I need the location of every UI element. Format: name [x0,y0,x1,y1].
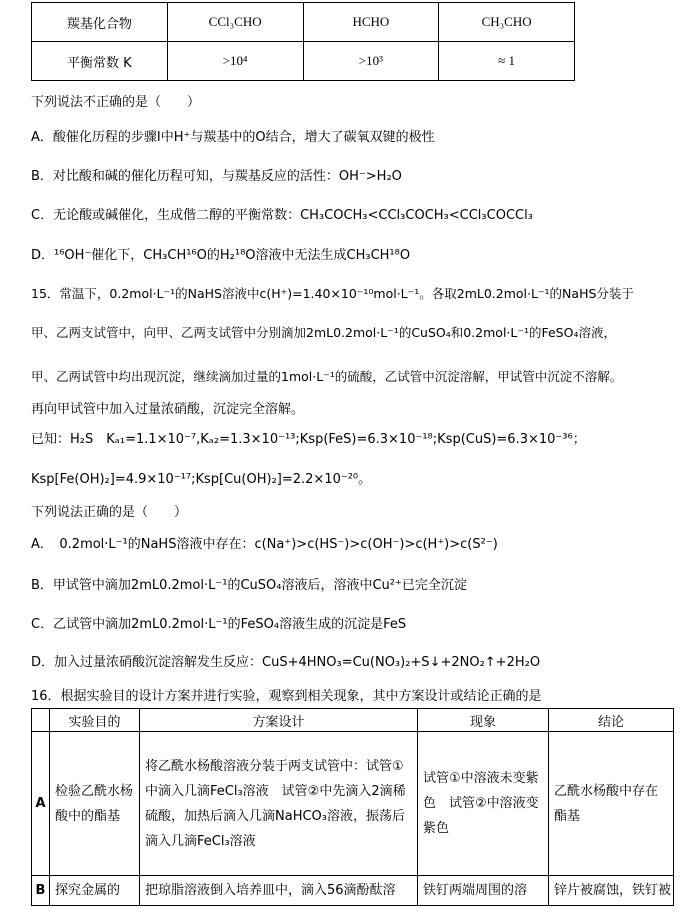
table-cell: 将乙酰水杨酸溶液分装于两支试管中：试管①中滴入几滴FeCl₃溶液 试管②中先滴入2滴稀硫酸，加热后滴入几滴NaHCO₃溶液，振荡后滴入几滴FeCl₃溶液 [140,732,418,876]
table-cell: >10⁴ [167,42,303,81]
q14-option-a: A．酸催化历程的步骤Ⅰ中H⁺与羰基中的O结合，增大了碳氧双键的极性 [31,130,435,145]
equilibrium-constant-table [31,2,575,81]
q15-known-line2: Ksp[Fe(OH)₂]=4.9×10⁻¹⁷;Ksp[Cu(OH)₂]=2.2×10⁻²⁰。 [31,472,372,487]
table-cell: A [32,732,50,876]
table-row [32,876,674,906]
table-header-cell: 实验目的 [50,709,140,732]
q15-stem-line2: 甲、乙两支试管中，向甲、乙两支试管中分别滴加2mL0.2mol·L⁻¹的CuSO₄和0.2mol·L⁻¹的FeSO₄溶液， [31,325,616,340]
experiment-table [31,708,674,906]
q15-stem-line4: 再向甲试管中加入过量浓硝酸，沉淀完全溶解。 [31,402,305,417]
table-cell: 铁钉两端周围的溶 [418,876,549,906]
table-cell: 检验乙酰水杨酸中的酯基 [50,732,140,876]
table-cell: 试管①中溶液未变紫色 试管②中溶液变紫色 [418,732,549,876]
table-header-cell: 方案设计 [140,709,418,732]
q15-option-a: A． 0.2mol·L⁻¹的NaHS溶液中存在：c(Na⁺)>c(HS⁻)>c(OH⁻)>c(H⁺)>c(S²⁻) [31,537,498,552]
table-row [32,732,674,876]
q15-prompt: 下列说法正确的是（ ） [31,505,188,520]
table-row [32,3,575,42]
table-cell: 平衡常数 K [32,42,168,81]
table-cell: CH₃CHO [439,3,575,42]
q14-option-b: B．对比酸和碱的催化历程可知，与羰基反应的活性：OH⁻>H₂O [31,169,402,184]
table-cell: 探究金属的 [50,876,140,906]
q14-option-d: D．¹⁶OH⁻催化下，CH₃CH¹⁶O的H₂¹⁸O溶液中无法生成CH₃CH¹⁸O [31,248,411,263]
table-header-cell: 结论 [549,709,674,732]
table-cell: CCl₃CHO [167,3,303,42]
q15-known-line1: 已知：H₂S Kₐ₁=1.1×10⁻⁷,Kₐ₂=1.3×10⁻¹³;Ksp(FeS)=6.3×10⁻¹⁸;Ksp(CuS)=6.3×10⁻³⁶； [31,432,586,447]
table-cell: 乙酰水杨酸中存在酯基 [549,732,674,876]
table-cell: 把琼脂溶液倒入培养皿中，滴入56滴酚酞溶 [140,876,418,906]
q15-option-c: C．乙试管中滴加2mL0.2mol·L⁻¹的FeSO₄溶液生成的沉淀是FeS [31,617,407,632]
table-cell: ≈ 1 [439,42,575,81]
q15-option-d: D．加入过量浓硝酸沉淀溶解发生反应：CuS+4HNO₃=Cu(NO₃)₂+S↓+2NO₂↑+2H₂O [31,655,541,670]
table-header-cell: 现象 [418,709,549,732]
q15-stem-line1: 15．常温下，0.2mol·L⁻¹的NaHS溶液中c(H⁺)=1.40×10⁻¹⁰mol·L⁻¹。各取2mL0.2mol·L⁻¹的NaHS分装于 [31,286,634,301]
table-cell: B [32,876,50,906]
table-header-row [32,709,674,732]
q15-option-b: B．甲试管中滴加2mL0.2mol·L⁻¹的CuSO₄溶液后，溶液中Cu²⁺已完全沉淀 [31,578,467,593]
table-row [32,42,575,81]
table-header-cell [32,709,50,732]
table-cell: 羰基化合物 [32,3,168,42]
table-cell: >10³ [303,42,439,81]
table-cell: HCHO [303,3,439,42]
q15-stem-line3: 甲、乙两试管中均出现沉淀，继续滴加过量的1mol·L⁻¹的硫酸，乙试管中沉淀溶解，甲试管中沉淀不溶解。 [31,369,623,384]
q14-prompt: 下列说法不正确的是（ ） [31,95,201,110]
table-cell: 锌片被腐蚀，铁钉被 [549,876,674,906]
q14-option-c: C．无论酸或碱催化，生成偕二醇的平衡常数：CH₃COCH₃<CCl₃COCH₃<CCl₃COCCl₃ [31,208,533,223]
q16-stem: 16．根据实验目的设计方案并进行实验，观察到相关现象，其中方案设计或结论正确的是 [31,689,542,704]
